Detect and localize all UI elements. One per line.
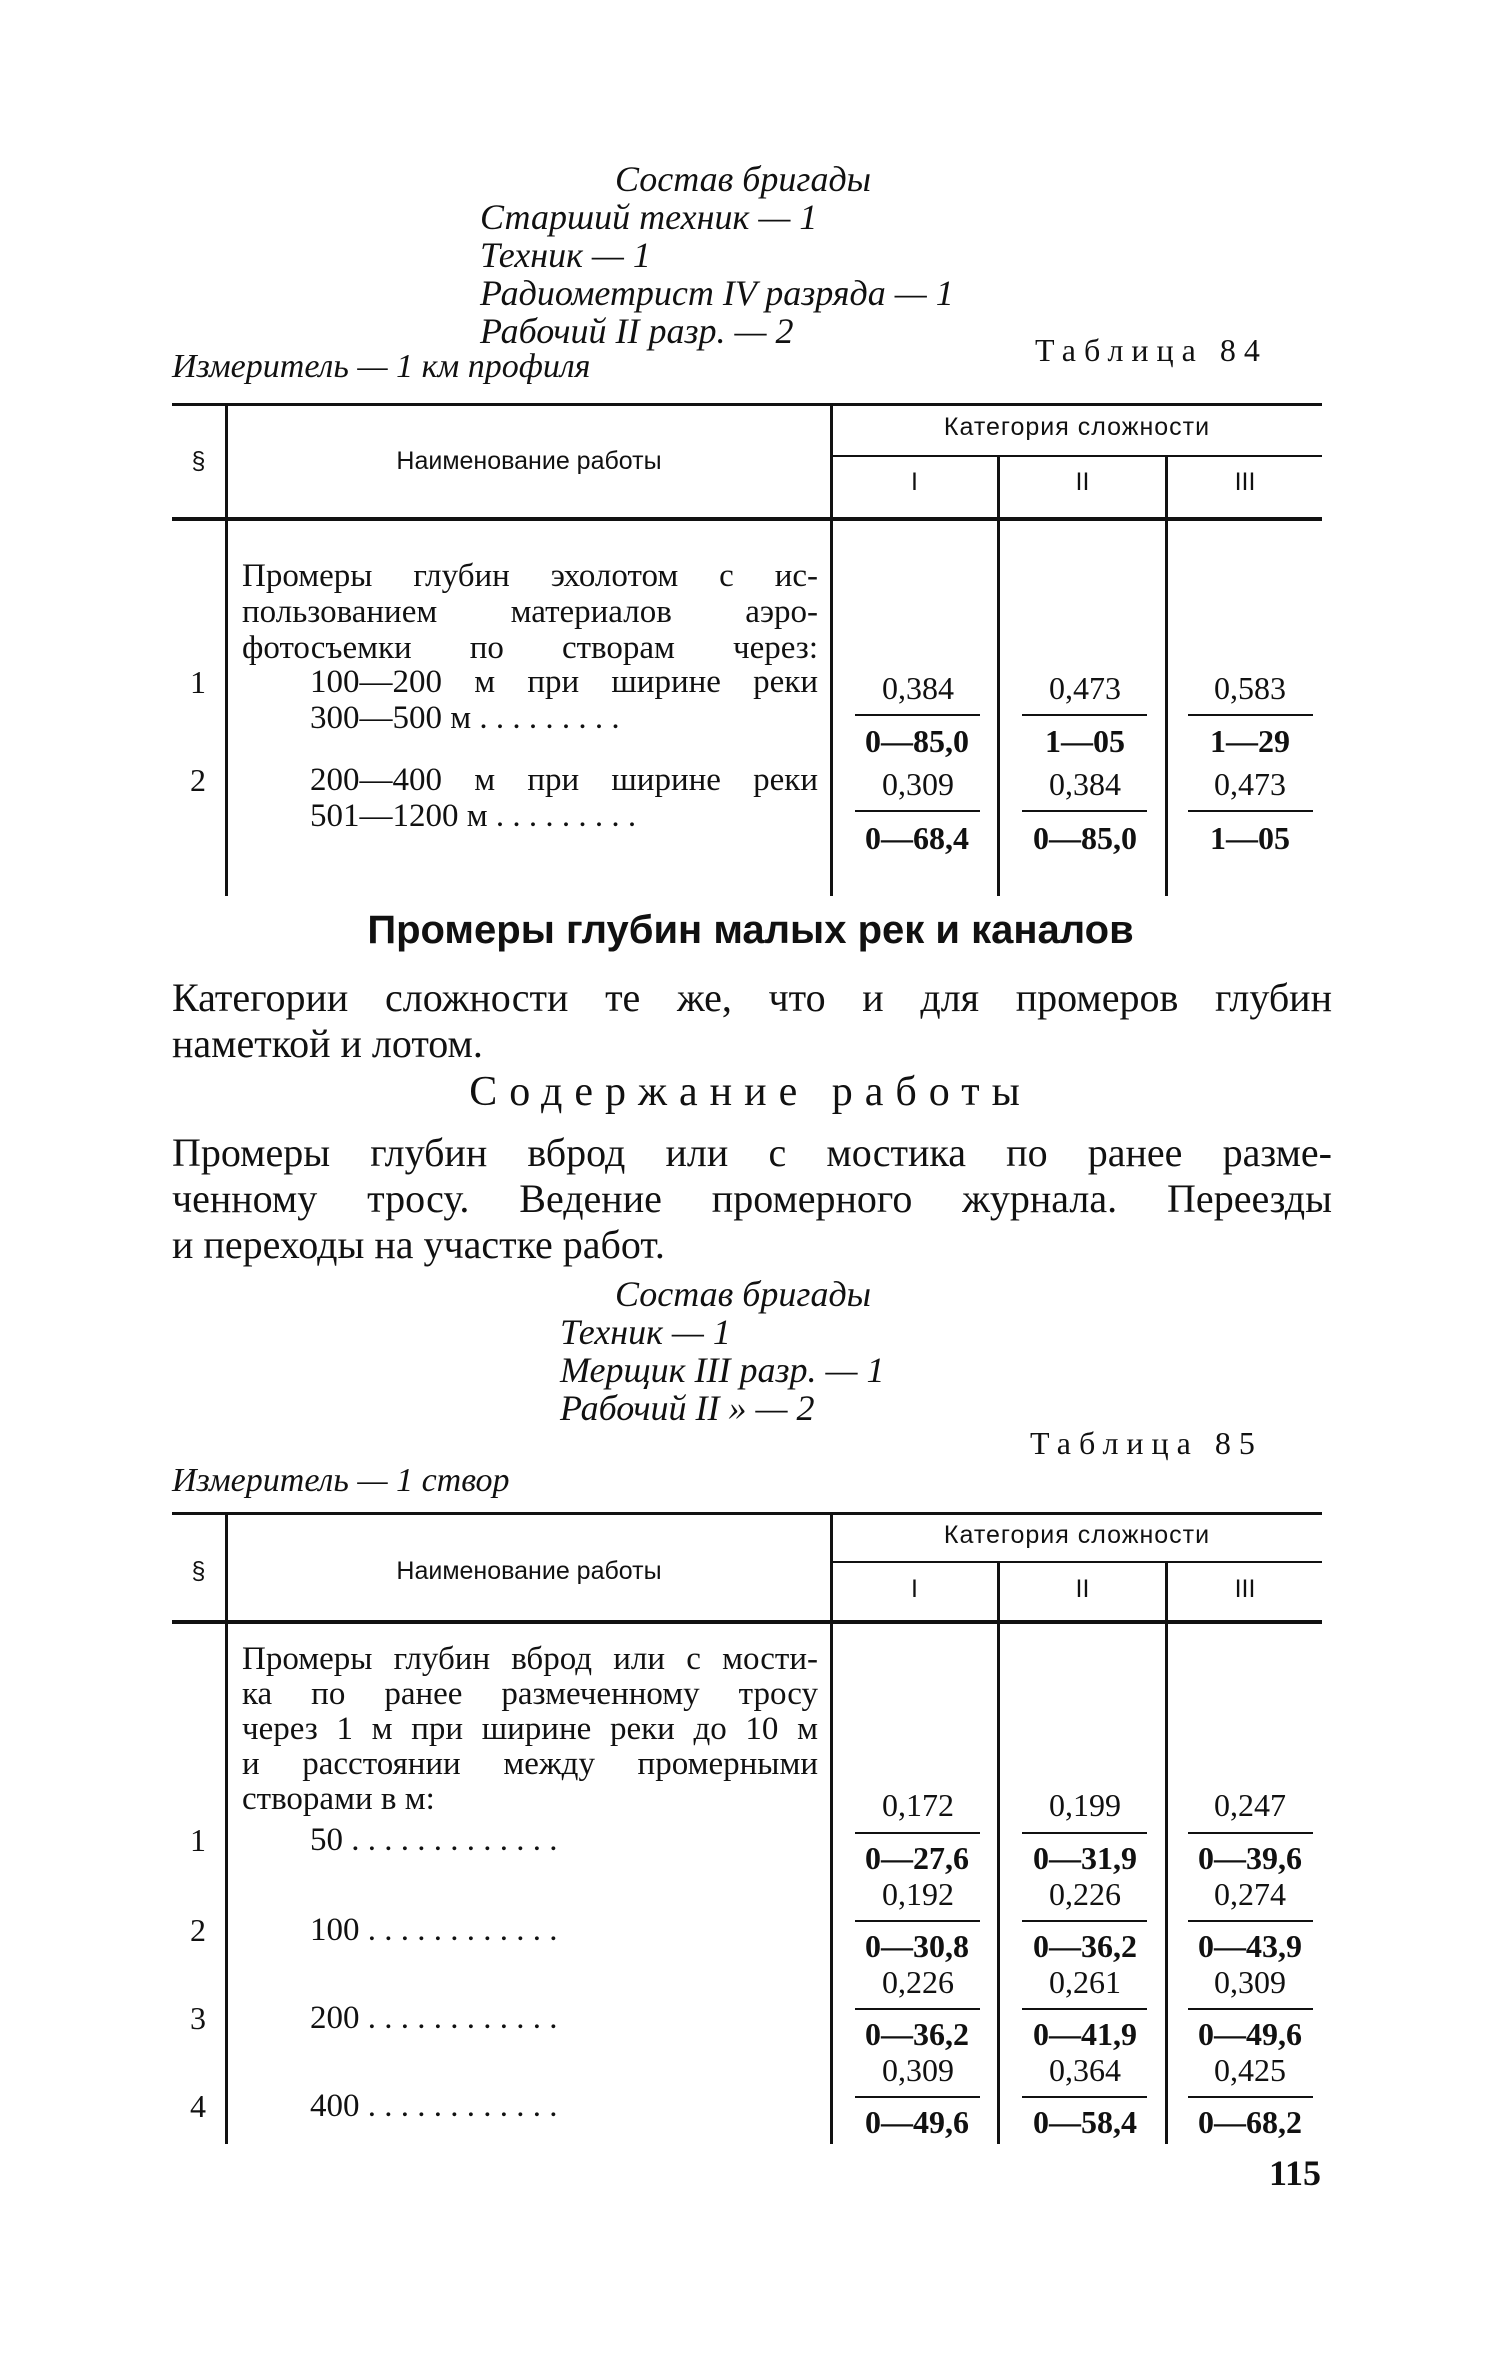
value-cost: 0—41,9 [1033, 2016, 1137, 2052]
desc-line: створами в м: [242, 1782, 435, 1817]
value-divider [855, 714, 980, 716]
desc-line: пользованием материалов аэро- [242, 594, 818, 630]
table-rule [832, 455, 1322, 457]
value-rate: 0,192 [882, 1876, 954, 1912]
desc-line: через 1 м при ширине реки до 10 м [242, 1712, 818, 1747]
value-divider [855, 1832, 980, 1834]
row-number: 2 [190, 762, 206, 798]
table-rule [225, 521, 228, 896]
desc-line: 100—200 м при ширине реки [310, 664, 818, 700]
desc-line: 501—1200 м . . . . . . . . . [310, 798, 637, 834]
value-rate: 0,384 [1049, 766, 1121, 802]
table-row: 100 . . . . . . . . . . . . [310, 1912, 558, 1948]
value-cost: 1—29 [1210, 723, 1290, 759]
value-divider [1188, 2008, 1313, 2010]
col-header-cat-2: II [1075, 468, 1090, 496]
value-rate: 0,384 [882, 670, 954, 706]
para-line: и переходы на участке работ. [172, 1222, 665, 1267]
value-divider [1188, 714, 1313, 716]
desc-line: ка по ранее размеченному тросу [242, 1677, 818, 1712]
content-title: Содержание работы [469, 1069, 1032, 1115]
value-cost: 0—31,9 [1033, 1840, 1137, 1876]
value-rate: 0,583 [1214, 670, 1286, 706]
value-divider [1022, 2096, 1147, 2098]
table-row [310, 664, 818, 736]
desc-line: фотосъемки по створам через: [242, 630, 818, 666]
table-row: 200 . . . . . . . . . . . . [310, 2000, 558, 2036]
value-divider [1022, 1920, 1147, 1922]
row-number: 3 [190, 2000, 206, 2036]
col-header-cat-3: III [1234, 1575, 1256, 1603]
table-rule [830, 521, 833, 896]
crew-line: Мерщик III разр. — 1 [560, 1350, 885, 1390]
desc-line: 200—400 м при ширине реки [310, 762, 818, 798]
col-header-cat-1: I [911, 1575, 918, 1603]
table-label-85: Таблица 85 [1030, 1425, 1263, 1461]
crew-title: Состав бригады [615, 159, 872, 199]
crew-line: Рабочий II разр. — 2 [480, 311, 794, 351]
crew-block-1 [480, 160, 1040, 350]
value-cost: 0—85,0 [1033, 820, 1137, 856]
row-number: 2 [190, 1912, 206, 1948]
value-cost: 0—43,9 [1198, 1928, 1302, 1964]
value-rate: 0,309 [882, 766, 954, 802]
table-label-84: Таблица 84 [1035, 332, 1268, 368]
row-number: 1 [190, 1822, 206, 1858]
crew-line: Радиометрист IV разряда — 1 [480, 273, 954, 313]
value-rate: 0,309 [1214, 1964, 1286, 2000]
measurer-2: Измеритель — 1 створ [172, 1462, 510, 1499]
value-divider [855, 1920, 980, 1922]
table-row [310, 762, 818, 834]
table-rule [830, 1624, 833, 2144]
para-line: Промеры глубин вброд или с мостика по ранее разме- [172, 1130, 1332, 1175]
col-header-cat-2: II [1075, 1575, 1090, 1603]
value-cost: 0—36,2 [1033, 1928, 1137, 1964]
paragraph-categories [172, 975, 1332, 1067]
value-cost: 0—68,4 [865, 820, 969, 856]
value-cost: 0—36,2 [865, 2016, 969, 2052]
col-header-section: § [191, 1557, 206, 1585]
value-rate: 0,473 [1214, 766, 1286, 802]
value-divider [1022, 810, 1147, 812]
table-rule [172, 1512, 1322, 1515]
value-rate: 0,226 [882, 1964, 954, 2000]
table-row: 50 . . . . . . . . . . . . . [310, 1822, 558, 1858]
col-header-name: Наименование работы [396, 1557, 662, 1585]
value-rate: 0,473 [1049, 670, 1121, 706]
crew-title: Состав бригады [615, 1274, 872, 1314]
value-divider [1022, 2008, 1147, 2010]
table-rule [1165, 521, 1168, 896]
value-rate: 0,172 [882, 1787, 954, 1823]
crew-line: Старший техник — 1 [480, 197, 818, 237]
table-rule [172, 1620, 1322, 1624]
value-rate: 0,261 [1049, 1964, 1121, 2000]
col-header-category: Категория сложности [943, 1521, 1211, 1549]
table-rule [997, 1624, 1000, 2144]
page-number: 115 [1268, 2153, 1321, 2193]
section-heading: Промеры глубин малых рек и каналов [367, 908, 1134, 952]
value-cost: 1—05 [1210, 820, 1290, 856]
table-row: 400 . . . . . . . . . . . . [310, 2088, 558, 2124]
value-cost: 1—05 [1045, 723, 1125, 759]
row-number: 1 [190, 664, 206, 700]
para-line: Категории сложности те же, что и для промеров глубин [172, 975, 1332, 1020]
desc-line: 300—500 м . . . . . . . . . [310, 700, 620, 736]
value-cost: 0—58,4 [1033, 2104, 1137, 2140]
value-rate: 0,425 [1214, 2052, 1286, 2088]
value-cost: 0—30,8 [865, 1928, 969, 1964]
table-rule [172, 403, 1322, 406]
col-header-cat-1: I [911, 468, 918, 496]
row-number: 4 [190, 2088, 206, 2124]
crew-line: Рабочий II » — 2 [560, 1388, 815, 1428]
value-cost: 0—68,2 [1198, 2104, 1302, 2140]
value-cost: 0—39,6 [1198, 1840, 1302, 1876]
crew-line: Техник — 1 [480, 235, 651, 275]
table-85-intro [242, 1642, 818, 1817]
value-rate: 0,199 [1049, 1787, 1121, 1823]
value-divider [855, 2008, 980, 2010]
value-divider [1188, 810, 1313, 812]
value-rate: 0,364 [1049, 2052, 1121, 2088]
value-cost: 0—27,6 [865, 1840, 969, 1876]
value-cost: 0—85,0 [865, 723, 969, 759]
table-rule [832, 1561, 1322, 1563]
value-divider [1188, 2096, 1313, 2098]
crew-block-2 [560, 1275, 1120, 1427]
col-header-category: Категория сложности [943, 413, 1211, 441]
col-header-name: Наименование работы [396, 447, 662, 475]
para-line: наметкой и лотом. [172, 1021, 483, 1066]
col-header-section: § [191, 447, 206, 475]
table-84-intro [242, 558, 818, 666]
paragraph-content [172, 1130, 1332, 1268]
measurer-1: Измеритель — 1 км профиля [172, 348, 591, 385]
value-divider [1188, 1920, 1313, 1922]
col-header-cat-3: III [1234, 468, 1256, 496]
value-rate: 0,247 [1214, 1787, 1286, 1823]
value-divider [1022, 1832, 1147, 1834]
desc-line: и расстоянии между промерными [242, 1747, 818, 1782]
value-cost: 0—49,6 [1198, 2016, 1302, 2052]
table-rule [997, 521, 1000, 896]
value-divider [855, 2096, 980, 2098]
crew-line: Техник — 1 [560, 1312, 731, 1352]
desc-line: Промеры глубин эхолотом с ис- [242, 558, 818, 594]
value-rate: 0,274 [1214, 1876, 1286, 1912]
table-rule [172, 517, 1322, 521]
value-divider [855, 810, 980, 812]
table-rule [1165, 1624, 1168, 2144]
table-rule [225, 1624, 228, 2144]
value-rate: 0,226 [1049, 1876, 1121, 1912]
value-rate: 0,309 [882, 2052, 954, 2088]
value-divider [1188, 1832, 1313, 1834]
value-divider [1022, 714, 1147, 716]
para-line: ченному тросу. Ведение промерного журнала. Переезды [172, 1176, 1332, 1221]
value-cost: 0—49,6 [865, 2104, 969, 2140]
desc-line: Промеры глубин вброд или с мости- [242, 1642, 818, 1677]
